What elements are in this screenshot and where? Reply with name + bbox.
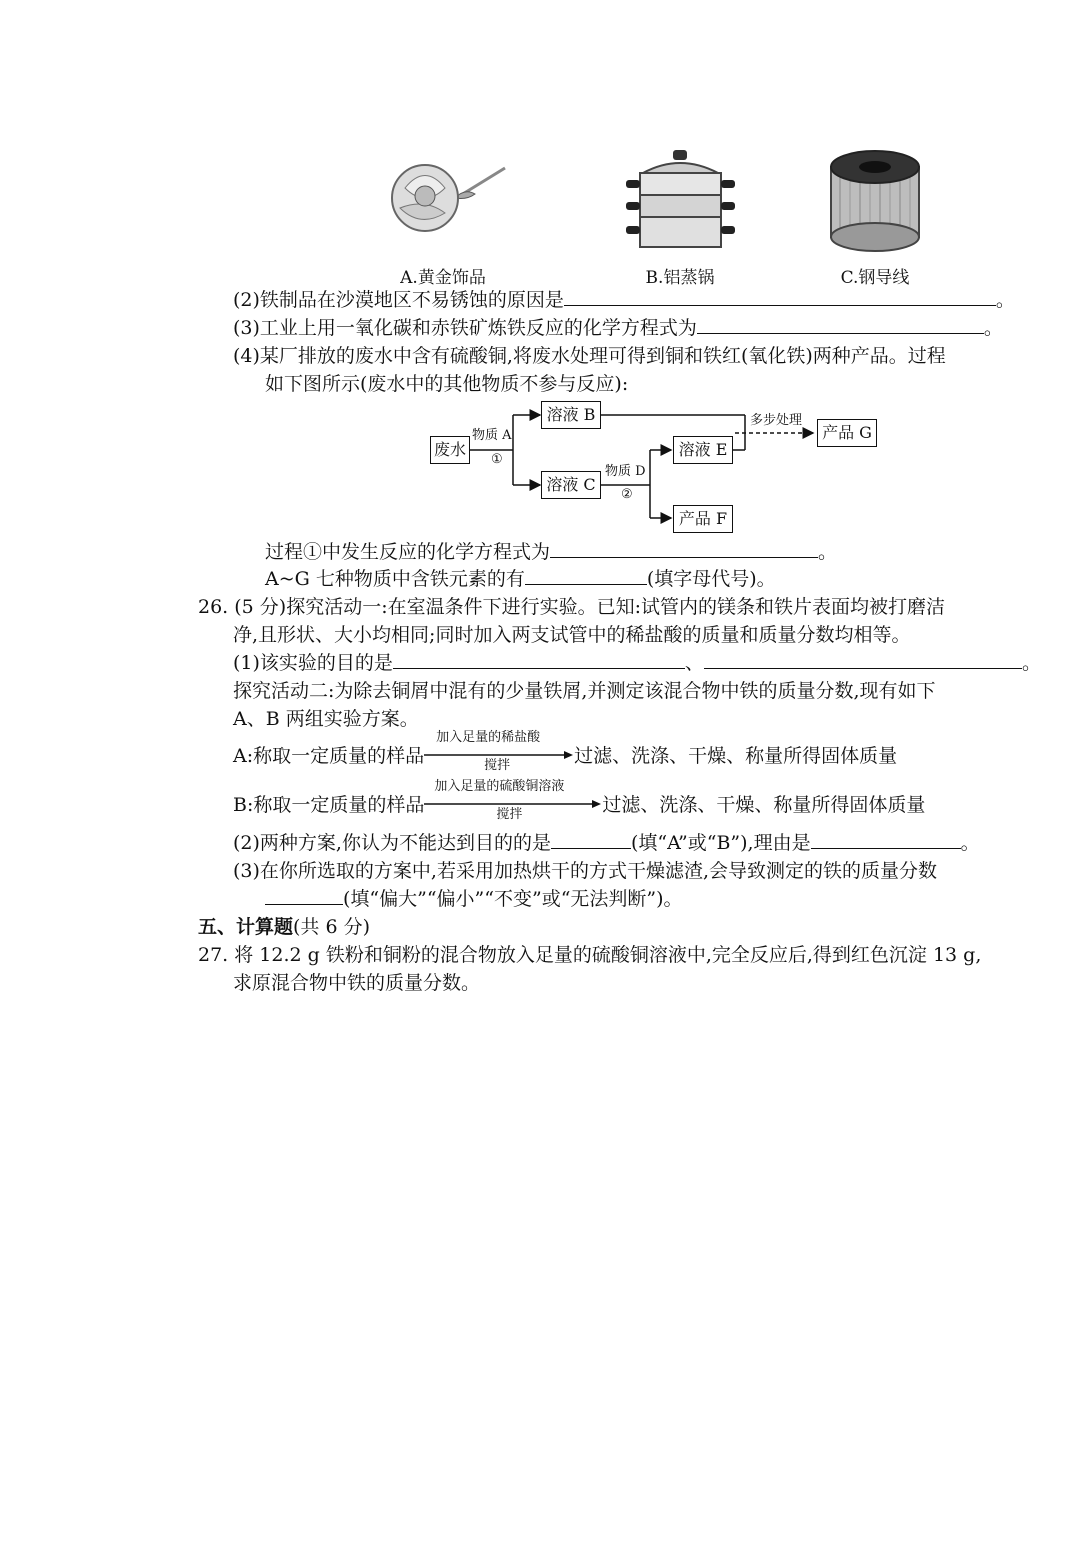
q26-plan-a-arrow-top: 加入足量的稀盐酸 xyxy=(436,730,541,745)
flow-box-solution-c: 溶液 C xyxy=(541,471,601,499)
figure-caption-a: A.黄金饰品 xyxy=(400,268,486,288)
q25-part2 xyxy=(233,287,1015,313)
q26-part2-text-b: (填“A”或“B”),理由是 xyxy=(630,832,811,854)
section5-heading xyxy=(198,914,370,940)
q26-plan-b-arrow-top: 加入足量的硫酸铜溶液 xyxy=(434,779,565,794)
q27-line2: 求原混合物中铁的质量分数。 xyxy=(233,972,481,994)
q26-part1-sep: 、 xyxy=(684,652,704,674)
q26-line2: 净,且形状、大小均相同;同时加入两支试管中的稀盐酸的质量和质量分数均相等。 xyxy=(233,624,911,646)
q26-plan-a-arrow xyxy=(424,730,574,773)
q25-part3-text: (3)工业上用一氧化碳和赤铁矿炼铁反应的化学方程式为 xyxy=(233,317,697,339)
q26-plan-a-pre: A:称取一定质量的样品 xyxy=(233,745,425,767)
flow-label-step1: ① xyxy=(491,452,503,467)
q26-part2-blank2[interactable] xyxy=(811,830,961,849)
q26-plan-a-arrow-bottom: 搅拌 xyxy=(484,758,511,773)
q25-part3-blank[interactable] xyxy=(697,315,984,334)
flow-label-multi-step: 多步处理 xyxy=(750,413,803,428)
q26-line1: 26. (5 分)探究活动一:在室温条件下进行实验。已知:试管内的镁条和铁片表面均被打磨洁 xyxy=(198,596,946,618)
q26-part1-blank2[interactable] xyxy=(704,650,1022,669)
q25-part4-line2: 如下图所示(废水中的其他物质不参与反应): xyxy=(265,373,629,395)
gold-rose-icon xyxy=(385,148,510,253)
q25-part2-text: (2)铁制品在沙漠地区不易锈蚀的原因是 xyxy=(233,289,564,311)
q25-part4-iron xyxy=(265,566,776,592)
flow-box-product-f: 产品 F xyxy=(673,505,733,533)
steamer-pot-icon xyxy=(618,148,743,258)
q26-plan-a-post: 过滤、洗涤、干燥、称量所得固体质量 xyxy=(574,745,898,767)
q26-part3-hint: (填“偏大”“偏小”“不变”或“无法判断”)。 xyxy=(343,888,683,910)
q25-part4-line1: (4)某厂排放的废水中含有硫酸铜,将废水处理可得到铜和铁红(氧化铁)两种产品。过程 xyxy=(233,345,946,367)
q26-part3-line1: (3)在你所选取的方案中,若采用加热烘干的方式干燥滤渣,会导致测定的铁的质量分数 xyxy=(233,860,937,882)
q26-part2-period: 。 xyxy=(960,832,980,854)
flow-box-waste: 废水 xyxy=(430,436,470,464)
q26-part2 xyxy=(233,830,980,856)
flow-label-substance-a: 物质 A xyxy=(472,428,512,443)
q26-part1-blank1[interactable] xyxy=(393,650,685,669)
q26-plan-b-post: 过滤、洗涤、干燥、称量所得固体质量 xyxy=(602,794,926,816)
q25-part2-blank[interactable] xyxy=(564,287,996,306)
q26-part3-line2 xyxy=(265,886,683,912)
section5-score: (共 6 分) xyxy=(293,916,371,938)
q26-activity2-line2: A、B 两组实验方案。 xyxy=(233,708,419,730)
section5-title: 五、计算题 xyxy=(198,916,294,938)
q26-part2-text-a: (2)两种方案,你认为不能达到目的的是 xyxy=(233,832,551,854)
q26-plan-b xyxy=(233,779,926,822)
q26-activity2-line1: 探究活动二:为除去铜屑中混有的少量铁屑,并测定该混合物中铁的质量分数,现有如下 xyxy=(233,680,936,702)
figure-caption-b: B.铝蒸锅 xyxy=(645,268,715,288)
q25-part4-equation-text: 过程①中发生反应的化学方程式为 xyxy=(265,541,551,563)
q26-part1-period: 。 xyxy=(1021,652,1041,674)
figure-caption-c: C.钢导线 xyxy=(840,268,910,288)
q26-part1 xyxy=(233,650,1041,676)
q25-part4-iron-blank[interactable] xyxy=(525,566,647,585)
q26-plan-b-pre: B:称取一定质量的样品 xyxy=(233,794,425,816)
flow-label-step2: ② xyxy=(621,487,633,502)
q25-part4-iron-hint: (填字母代号)。 xyxy=(646,568,776,590)
q25-part2-period: 。 xyxy=(995,289,1015,311)
q26-part3-blank[interactable] xyxy=(265,886,343,905)
process-flow-diagram xyxy=(425,395,885,535)
q26-plan-a xyxy=(233,730,898,773)
q25-part3 xyxy=(233,315,1003,341)
flow-box-solution-b: 溶液 B xyxy=(541,401,601,429)
q26-part2-blank1[interactable] xyxy=(551,830,631,849)
flow-box-solution-e: 溶液 E xyxy=(673,436,733,464)
flow-box-product-g: 产品 G xyxy=(817,419,877,447)
q26-plan-b-arrow xyxy=(424,779,602,822)
q25-part3-period: 。 xyxy=(983,317,1003,339)
q26-part1-text: (1)该实验的目的是 xyxy=(233,652,393,674)
q26-plan-b-arrow-bottom: 搅拌 xyxy=(496,807,523,822)
q25-part4-iron-text: A~G 七种物质中含铁元素的有 xyxy=(265,568,525,590)
q25-part4-equation xyxy=(265,539,837,565)
wire-spool-icon xyxy=(825,145,925,257)
q27-line1: 27. 将 12.2 g 铁粉和铜粉的混合物放入足量的硫酸铜溶液中,完全反应后,得到红色沉淀 13 g, xyxy=(198,944,982,966)
q25-part4-equation-period: 。 xyxy=(818,541,838,563)
q25-part4-equation-blank[interactable] xyxy=(550,539,818,558)
flow-label-substance-d: 物质 D xyxy=(605,464,646,479)
